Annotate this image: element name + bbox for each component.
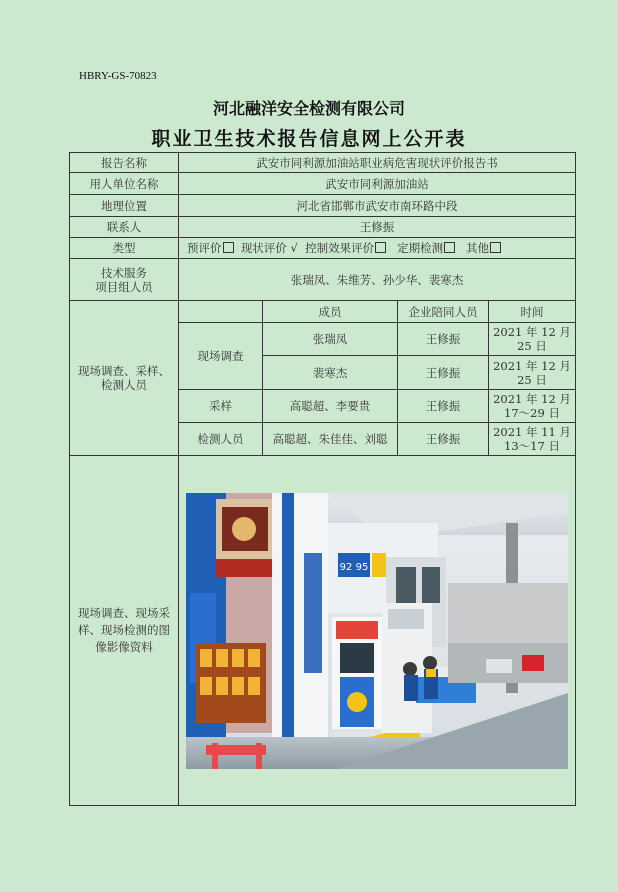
type-option-label: 其他 xyxy=(466,241,490,255)
row-report-name xyxy=(70,153,576,173)
time-line1: 2021 年 12 月 xyxy=(493,358,571,373)
empty-header-cell xyxy=(179,301,263,323)
field-staff-label xyxy=(70,301,179,456)
team-label xyxy=(70,259,179,301)
type-option-current xyxy=(241,241,298,255)
type-option-pre xyxy=(187,241,234,255)
members-header: 成员 xyxy=(263,301,398,323)
team-label-line1: 技术服务 xyxy=(101,265,147,280)
row-employer xyxy=(70,173,576,195)
contact-label: 联系人 xyxy=(70,217,179,238)
time-line1: 2021 年 12 月 xyxy=(493,392,571,406)
checkbox-icon xyxy=(375,242,386,253)
survey-time xyxy=(489,323,576,356)
row-images xyxy=(70,456,576,806)
row-contact xyxy=(70,217,576,238)
field-staff-label-text: 现场调查、采样、检测人员 xyxy=(78,364,170,392)
images-label xyxy=(70,456,179,806)
images-cell xyxy=(179,456,576,806)
gas-station-photo xyxy=(186,493,568,769)
team-label-line2: 项目组人员 xyxy=(95,279,153,294)
survey-member: 裴寒杰 xyxy=(263,356,398,390)
time-header: 时间 xyxy=(489,301,576,323)
sampling-staff: 王修振 xyxy=(398,390,489,423)
type-options xyxy=(179,238,576,259)
team-value: 张瑞凤、朱维芳、孙少华、裴寒杰 xyxy=(179,259,576,301)
survey-member: 张瑞凤 xyxy=(263,323,398,356)
disclosure-table xyxy=(69,152,576,806)
time-line2: 25 日 xyxy=(517,339,547,353)
report-name-value: 武安市同利源加油站职业病危害现状评价报告书 xyxy=(179,153,576,173)
time-line1: 2021 年 11 月 xyxy=(493,425,571,439)
employer-value: 武安市同利源加油站 xyxy=(179,173,576,195)
images-label-text: 现场调查、现场采样、现场检测的图像影像资料 xyxy=(78,606,170,654)
check-mark-icon: √ xyxy=(290,241,298,255)
time-line2: 25 日 xyxy=(517,372,547,387)
company-name: 河北融洋安全检测有限公司 xyxy=(212,99,405,118)
location-value: 河北省邯郸市武安市南环路中段 xyxy=(179,195,576,217)
company-staff-header: 企业陪同人员 xyxy=(398,301,489,323)
price-sign-text: 92 95 xyxy=(339,561,369,573)
location-label: 地理位置 xyxy=(70,195,179,217)
time-line2: 13～17 日 xyxy=(504,439,560,453)
type-option-other xyxy=(466,241,501,255)
type-option-label: 定期检测 xyxy=(397,241,444,255)
row-field-header xyxy=(70,301,576,323)
checkbox-icon xyxy=(444,242,455,253)
row-team xyxy=(70,259,576,301)
type-option-label: 现状评价 xyxy=(240,241,287,255)
type-option-label: 预评价 xyxy=(187,241,222,255)
testing-staff: 王修振 xyxy=(398,423,489,456)
testing-time xyxy=(489,423,576,456)
survey-staff: 王修振 xyxy=(398,323,489,356)
checkbox-icon xyxy=(490,242,501,253)
time-line2: 17～29 日 xyxy=(504,406,560,420)
row-type xyxy=(70,238,576,259)
survey-label: 现场调查 xyxy=(179,323,263,390)
document-code: HBRY-GS-70823 xyxy=(79,70,157,82)
type-label: 类型 xyxy=(70,238,179,259)
type-option-label: 控制效果评价 xyxy=(305,241,375,255)
type-option-periodic xyxy=(397,241,455,255)
type-option-control xyxy=(305,241,386,255)
row-location xyxy=(70,195,576,217)
survey-staff: 王修振 xyxy=(398,356,489,390)
time-line1: 2021 年 12 月 xyxy=(493,325,571,339)
table-title: 职业卫生技术报告信息网上公开表 xyxy=(151,128,467,150)
employer-label: 用人单位名称 xyxy=(70,173,179,195)
sampling-time xyxy=(489,390,576,423)
checkbox-icon xyxy=(223,242,234,253)
sampling-label: 采样 xyxy=(179,390,263,423)
testing-label: 检测人员 xyxy=(179,423,263,456)
contact-value: 王修振 xyxy=(179,217,576,238)
report-name-label: 报告名称 xyxy=(70,153,179,173)
survey-time xyxy=(489,356,576,390)
testing-member: 高聪超、朱佳佳、刘聪 xyxy=(263,423,398,456)
sampling-member: 高聪超、李要贵 xyxy=(263,390,398,423)
